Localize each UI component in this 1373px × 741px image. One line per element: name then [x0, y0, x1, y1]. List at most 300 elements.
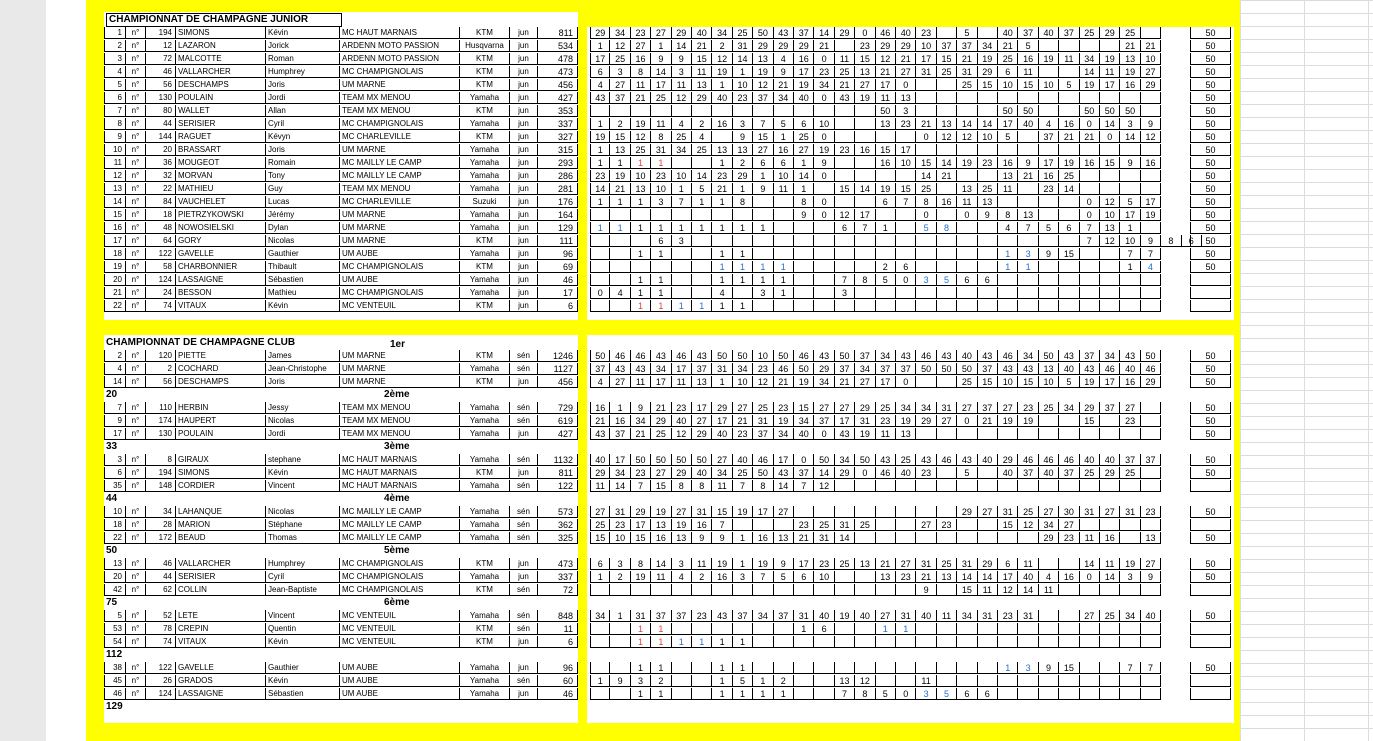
score-cell[interactable]: 50 [1190, 92, 1231, 104]
n-cell[interactable]: n° [126, 363, 146, 375]
score-cell[interactable]: 5 [1059, 79, 1079, 91]
score-cell[interactable]: 30 [1059, 506, 1079, 518]
score-cell[interactable]: 15 [651, 480, 671, 492]
lastname-cell[interactable]: LAHANQUE [176, 506, 266, 518]
score-cell[interactable]: 19 [1080, 376, 1100, 388]
score-cell[interactable]: 34 [733, 363, 753, 375]
brand-cell[interactable]: Yamaha [460, 519, 510, 531]
score-cell[interactable] [610, 235, 630, 247]
score-cell[interactable]: 1 [733, 662, 753, 674]
score-cell[interactable] [692, 105, 712, 117]
score-cell[interactable] [590, 235, 610, 247]
brand-cell[interactable]: Yamaha [460, 662, 510, 674]
score-cell[interactable] [774, 300, 794, 312]
score-cell[interactable]: 27 [978, 506, 998, 518]
position-cell[interactable]: 42 [104, 584, 126, 596]
score-cell[interactable]: 17 [916, 53, 936, 65]
score-cell[interactable]: 23 [814, 66, 834, 78]
score-cell[interactable]: 34 [794, 415, 814, 427]
lastname-cell[interactable]: LASSAIGNE [176, 274, 266, 286]
score-cell[interactable]: 6 [835, 222, 855, 234]
score-cell[interactable] [590, 662, 610, 674]
score-cell[interactable]: 25 [651, 428, 671, 440]
score-cell[interactable] [1141, 415, 1161, 427]
score-cell[interactable]: 1 [733, 66, 753, 78]
position-cell[interactable]: 18 [104, 519, 126, 531]
firstname-cell[interactable]: Jérémy [266, 209, 340, 221]
score-cell[interactable]: 21 [733, 415, 753, 427]
firstname-cell[interactable]: Kévin [266, 636, 340, 648]
score-cell[interactable] [753, 584, 773, 596]
score-cell[interactable]: 50 [1190, 350, 1231, 362]
score-cell[interactable]: 8 [855, 274, 875, 286]
score-cell[interactable]: 37 [774, 610, 794, 622]
firstname-cell[interactable]: Sébastien [266, 274, 340, 286]
score-cell[interactable]: 0 [814, 92, 834, 104]
score-cell[interactable]: 40 [1018, 571, 1038, 583]
score-cell[interactable] [610, 636, 630, 648]
firstname-cell[interactable]: Romain [266, 157, 340, 169]
score-cell[interactable] [590, 209, 610, 221]
score-cell[interactable]: 19 [794, 376, 814, 388]
score-cell[interactable]: 37 [896, 363, 916, 375]
score-cell[interactable]: 43 [835, 428, 855, 440]
score-cell[interactable]: 5 [1059, 376, 1079, 388]
score-cell[interactable] [916, 506, 936, 518]
score-cell[interactable]: 10 [1120, 235, 1140, 247]
score-cell[interactable]: 13 [1120, 53, 1140, 65]
score-cell[interactable] [1190, 623, 1231, 635]
score-cell[interactable]: 31 [916, 558, 936, 570]
score-cell[interactable]: 12 [1100, 196, 1120, 208]
score-cell[interactable]: 50 [937, 363, 957, 375]
score-cell[interactable] [998, 300, 1018, 312]
score-cell[interactable]: 50 [1190, 40, 1231, 52]
n-cell[interactable]: n° [126, 415, 146, 427]
score-cell[interactable]: 1 [672, 636, 692, 648]
score-cell[interactable] [1059, 558, 1079, 570]
score-cell[interactable]: 7 [794, 480, 814, 492]
score-cell[interactable]: 50 [1190, 402, 1231, 414]
score-cell[interactable]: 3 [672, 558, 692, 570]
score-cell[interactable] [590, 300, 610, 312]
score-cell[interactable] [774, 209, 794, 221]
score-cell[interactable] [794, 636, 814, 648]
score-cell[interactable]: 19 [590, 131, 610, 143]
score-cell[interactable]: 17 [1039, 157, 1059, 169]
score-cell[interactable]: 23 [631, 467, 651, 479]
score-cell[interactable]: 3 [1018, 662, 1038, 674]
points-cell[interactable]: 473 [538, 558, 578, 570]
score-cell[interactable]: 10 [998, 79, 1018, 91]
brand-cell[interactable]: Yamaha [460, 92, 510, 104]
score-cell[interactable]: 11 [1080, 532, 1100, 544]
firstname-cell[interactable]: Kévin [266, 675, 340, 687]
brand-cell[interactable]: Yamaha [460, 610, 510, 622]
number-cell[interactable]: 144 [146, 131, 176, 143]
club-cell[interactable]: MC VENTEUIL [340, 610, 460, 622]
score-cell[interactable] [937, 261, 957, 273]
score-cell[interactable]: 23 [1059, 532, 1079, 544]
score-cell[interactable]: 40 [1120, 363, 1140, 375]
score-cell[interactable] [1141, 688, 1161, 700]
score-cell[interactable]: 23 [835, 144, 855, 156]
points-cell[interactable]: 353 [538, 105, 578, 117]
score-cell[interactable]: 1 [876, 623, 896, 635]
brand-cell[interactable]: KTM [460, 27, 510, 39]
score-cell[interactable] [814, 274, 834, 286]
score-cell[interactable] [876, 480, 896, 492]
score-cell[interactable]: 13 [855, 558, 875, 570]
n-cell[interactable]: n° [126, 118, 146, 130]
score-cell[interactable]: 16 [712, 571, 732, 583]
score-cell[interactable] [774, 105, 794, 117]
score-cell[interactable]: 11 [1018, 558, 1038, 570]
score-cell[interactable] [876, 300, 896, 312]
points-cell[interactable]: 1132 [538, 454, 578, 466]
score-cell[interactable]: 0 [814, 196, 834, 208]
category-cell[interactable]: jun [510, 428, 538, 440]
score-cell[interactable]: 1 [651, 662, 671, 674]
score-cell[interactable]: 1 [651, 222, 671, 234]
points-cell[interactable]: 122 [538, 480, 578, 492]
score-cell[interactable] [1141, 467, 1161, 479]
score-cell[interactable]: 0 [814, 53, 834, 65]
score-cell[interactable]: 9 [1120, 157, 1140, 169]
position-cell[interactable]: 6 [104, 467, 126, 479]
score-cell[interactable]: 19 [753, 558, 773, 570]
n-cell[interactable]: n° [126, 209, 146, 221]
score-cell[interactable] [1141, 402, 1161, 414]
brand-cell[interactable]: Yamaha [460, 248, 510, 260]
score-cell[interactable]: 15 [794, 402, 814, 414]
score-cell[interactable] [610, 662, 630, 674]
score-cell[interactable] [1039, 92, 1059, 104]
n-cell[interactable]: n° [126, 40, 146, 52]
position-cell[interactable]: 11 [104, 157, 126, 169]
score-cell[interactable] [610, 584, 630, 596]
score-cell[interactable] [978, 480, 998, 492]
score-cell[interactable] [896, 636, 916, 648]
score-cell[interactable] [1039, 675, 1059, 687]
score-cell[interactable] [1018, 688, 1038, 700]
category-cell[interactable]: jun [510, 235, 538, 247]
score-cell[interactable] [855, 170, 875, 182]
score-cell[interactable]: 25 [1080, 27, 1100, 39]
score-cell[interactable]: 8 [1161, 235, 1181, 247]
score-cell[interactable]: 50 [712, 350, 732, 362]
score-cell[interactable] [1141, 636, 1161, 648]
points-cell[interactable]: 281 [538, 183, 578, 195]
score-cell[interactable]: 21 [998, 40, 1018, 52]
score-cell[interactable] [896, 248, 916, 260]
score-cell[interactable]: 27 [794, 144, 814, 156]
score-cell[interactable] [692, 209, 712, 221]
score-cell[interactable]: 27 [876, 610, 896, 622]
brand-cell[interactable]: Yamaha [460, 274, 510, 286]
score-cell[interactable] [1018, 532, 1038, 544]
score-cell[interactable]: 1 [998, 261, 1018, 273]
score-cell[interactable]: 3 [610, 66, 630, 78]
score-cell[interactable] [1120, 183, 1140, 195]
score-cell[interactable] [835, 196, 855, 208]
brand-cell[interactable]: KTM [460, 584, 510, 596]
score-cell[interactable] [1059, 209, 1079, 221]
score-cell[interactable]: 3 [672, 66, 692, 78]
score-cell[interactable]: 29 [1039, 532, 1059, 544]
club-cell[interactable]: UM AUBE [340, 675, 460, 687]
number-cell[interactable]: 80 [146, 105, 176, 117]
score-cell[interactable]: 10 [753, 350, 773, 362]
n-cell[interactable]: n° [126, 222, 146, 234]
score-cell[interactable]: 29 [712, 402, 732, 414]
score-cell[interactable] [998, 675, 1018, 687]
score-cell[interactable]: 21 [794, 532, 814, 544]
score-cell[interactable] [978, 27, 998, 39]
score-cell[interactable]: 7 [1080, 235, 1100, 247]
score-cell[interactable]: 7 [1141, 248, 1161, 260]
score-cell[interactable] [1039, 274, 1059, 286]
points-cell[interactable]: 729 [538, 402, 578, 414]
position-cell[interactable]: 5 [104, 610, 126, 622]
score-cell[interactable] [916, 623, 936, 635]
points-cell[interactable]: 337 [538, 118, 578, 130]
lastname-cell[interactable]: PIETTE [176, 350, 266, 362]
score-cell[interactable]: 15 [937, 53, 957, 65]
score-cell[interactable]: 14 [916, 170, 936, 182]
score-cell[interactable]: 29 [855, 402, 875, 414]
score-cell[interactable]: 6 [876, 196, 896, 208]
number-cell[interactable]: 194 [146, 27, 176, 39]
club-cell[interactable]: TEAM MX MENOU [340, 183, 460, 195]
score-cell[interactable]: 29 [1141, 79, 1161, 91]
score-cell[interactable] [1018, 428, 1038, 440]
score-cell[interactable] [1018, 636, 1038, 648]
score-cell[interactable] [1141, 675, 1161, 687]
score-cell[interactable]: 37 [610, 428, 630, 440]
score-cell[interactable]: 1 [712, 300, 732, 312]
score-cell[interactable] [896, 287, 916, 299]
score-cell[interactable]: 1 [631, 248, 651, 260]
score-cell[interactable]: 50 [1190, 105, 1231, 117]
points-cell[interactable]: 337 [538, 571, 578, 583]
score-cell[interactable]: 12 [814, 480, 834, 492]
score-cell[interactable] [1039, 144, 1059, 156]
lastname-cell[interactable]: MATHIEU [176, 183, 266, 195]
score-cell[interactable]: 50 [1190, 662, 1231, 674]
score-cell[interactable] [753, 662, 773, 674]
position-cell[interactable]: 8 [104, 118, 126, 130]
score-cell[interactable]: 11 [590, 480, 610, 492]
club-cell[interactable]: TEAM MX MENOU [340, 428, 460, 440]
score-cell[interactable]: 14 [610, 480, 630, 492]
score-cell[interactable] [1059, 92, 1079, 104]
lastname-cell[interactable]: LETE [176, 610, 266, 622]
score-cell[interactable]: 50 [1190, 79, 1231, 91]
club-cell[interactable]: MC CHAMPIGNOLAIS [340, 558, 460, 570]
score-cell[interactable] [1059, 287, 1079, 299]
firstname-cell[interactable]: Allan [266, 105, 340, 117]
score-cell[interactable] [1190, 688, 1231, 700]
score-cell[interactable]: 23 [753, 363, 773, 375]
position-cell[interactable]: 7 [104, 105, 126, 117]
number-cell[interactable]: 72 [146, 53, 176, 65]
score-cell[interactable] [1100, 183, 1120, 195]
score-cell[interactable]: 40 [896, 27, 916, 39]
score-cell[interactable]: 29 [631, 506, 651, 518]
category-cell[interactable]: jun [510, 53, 538, 65]
score-cell[interactable]: 15 [998, 519, 1018, 531]
score-cell[interactable]: 6 [590, 66, 610, 78]
score-cell[interactable]: 10 [916, 40, 936, 52]
score-cell[interactable]: 6 [774, 157, 794, 169]
score-cell[interactable] [712, 209, 732, 221]
score-cell[interactable] [692, 261, 712, 273]
score-cell[interactable] [855, 662, 875, 674]
score-cell[interactable]: 21 [876, 558, 896, 570]
score-cell[interactable] [1018, 131, 1038, 143]
score-cell[interactable] [957, 170, 977, 182]
score-cell[interactable]: 11 [835, 53, 855, 65]
score-cell[interactable] [1080, 519, 1100, 531]
score-cell[interactable]: 3 [631, 675, 651, 687]
score-cell[interactable]: 17 [610, 454, 630, 466]
points-cell[interactable]: 96 [538, 248, 578, 260]
club-cell[interactable]: UM AUBE [340, 274, 460, 286]
score-cell[interactable] [631, 261, 651, 273]
n-cell[interactable]: n° [126, 196, 146, 208]
n-cell[interactable]: n° [126, 428, 146, 440]
n-cell[interactable]: n° [126, 623, 146, 635]
score-cell[interactable]: 46 [1018, 454, 1038, 466]
score-cell[interactable]: 23 [590, 170, 610, 182]
score-cell[interactable] [916, 287, 936, 299]
score-cell[interactable] [1120, 675, 1140, 687]
score-cell[interactable]: 5 [937, 688, 957, 700]
club-cell[interactable]: MC CHAMPIGNOLAIS [340, 584, 460, 596]
score-cell[interactable]: 14 [794, 170, 814, 182]
score-cell[interactable]: 13 [896, 92, 916, 104]
score-cell[interactable]: 11 [978, 584, 998, 596]
score-cell[interactable] [998, 196, 1018, 208]
lastname-cell[interactable]: WALLET [176, 105, 266, 117]
score-cell[interactable] [794, 261, 814, 273]
score-cell[interactable] [1059, 300, 1079, 312]
score-cell[interactable]: 40 [712, 428, 732, 440]
score-cell[interactable]: 2 [876, 261, 896, 273]
score-cell[interactable]: 13 [876, 571, 896, 583]
score-cell[interactable]: 1 [712, 222, 732, 234]
score-cell[interactable] [937, 376, 957, 388]
score-cell[interactable]: 7 [1018, 222, 1038, 234]
lastname-cell[interactable]: DESCHAMPS [176, 376, 266, 388]
score-cell[interactable] [916, 300, 936, 312]
n-cell[interactable]: n° [126, 92, 146, 104]
score-cell[interactable] [937, 92, 957, 104]
score-cell[interactable]: 25 [855, 519, 875, 531]
score-cell[interactable]: 12 [1141, 131, 1161, 143]
score-cell[interactable] [937, 623, 957, 635]
score-cell[interactable]: 23 [1141, 506, 1161, 518]
position-cell[interactable]: 3 [104, 454, 126, 466]
score-cell[interactable] [1080, 144, 1100, 156]
firstname-cell[interactable]: Thomas [266, 532, 340, 544]
score-cell[interactable]: 37 [753, 428, 773, 440]
score-cell[interactable] [1080, 170, 1100, 182]
score-cell[interactable]: 37 [876, 363, 896, 375]
score-cell[interactable] [733, 623, 753, 635]
score-cell[interactable]: 31 [733, 40, 753, 52]
score-cell[interactable]: 15 [590, 532, 610, 544]
category-cell[interactable]: sén [510, 623, 538, 635]
firstname-cell[interactable]: Nicolas [266, 235, 340, 247]
score-cell[interactable] [937, 300, 957, 312]
score-cell[interactable] [814, 662, 834, 674]
score-cell[interactable]: 25 [937, 558, 957, 570]
points-cell[interactable]: 286 [538, 170, 578, 182]
score-cell[interactable]: 19 [814, 144, 834, 156]
club-cell[interactable]: MC CHARLEVILLE [340, 131, 460, 143]
score-cell[interactable]: 40 [1018, 118, 1038, 130]
score-cell[interactable]: 27 [896, 558, 916, 570]
score-cell[interactable] [978, 222, 998, 234]
score-cell[interactable]: 16 [1120, 376, 1140, 388]
brand-cell[interactable]: Yamaha [460, 118, 510, 130]
score-cell[interactable]: 25 [916, 183, 936, 195]
score-cell[interactable]: 27 [855, 376, 875, 388]
score-cell[interactable]: 40 [712, 92, 732, 104]
score-cell[interactable]: 5 [692, 183, 712, 195]
score-cell[interactable]: 21 [651, 402, 671, 414]
score-cell[interactable] [733, 209, 753, 221]
score-cell[interactable]: 25 [1059, 170, 1079, 182]
n-cell[interactable]: n° [126, 610, 146, 622]
score-cell[interactable] [774, 636, 794, 648]
score-cell[interactable]: 1 [753, 274, 773, 286]
brand-cell[interactable]: Suzuki [460, 196, 510, 208]
score-cell[interactable]: 27 [855, 79, 875, 91]
score-cell[interactable] [733, 519, 753, 531]
score-cell[interactable]: 15 [692, 53, 712, 65]
score-cell[interactable]: 13 [692, 79, 712, 91]
score-cell[interactable]: 50 [998, 105, 1018, 117]
score-cell[interactable]: 14 [733, 53, 753, 65]
position-cell[interactable]: 3 [104, 53, 126, 65]
points-cell[interactable]: 60 [538, 675, 578, 687]
position-cell[interactable]: 35 [104, 480, 126, 492]
score-cell[interactable]: 21 [1018, 170, 1038, 182]
score-cell[interactable] [957, 105, 977, 117]
score-cell[interactable]: 1 [590, 675, 610, 687]
score-cell[interactable]: 16 [631, 53, 651, 65]
score-cell[interactable] [1059, 274, 1079, 286]
score-cell[interactable]: 1 [692, 636, 712, 648]
category-cell[interactable]: sén [510, 480, 538, 492]
club-cell[interactable]: UM MARNE [340, 222, 460, 234]
score-cell[interactable] [835, 40, 855, 52]
score-cell[interactable]: 3 [916, 688, 936, 700]
score-cell[interactable]: 1 [610, 157, 630, 169]
number-cell[interactable]: 58 [146, 261, 176, 273]
score-cell[interactable]: 1 [794, 623, 814, 635]
score-cell[interactable]: 50 [651, 454, 671, 466]
score-cell[interactable] [855, 532, 875, 544]
score-cell[interactable]: 13 [712, 144, 732, 156]
score-cell[interactable] [896, 209, 916, 221]
score-cell[interactable]: 23 [1039, 183, 1059, 195]
score-cell[interactable]: 2 [733, 157, 753, 169]
score-cell[interactable] [1059, 235, 1079, 247]
